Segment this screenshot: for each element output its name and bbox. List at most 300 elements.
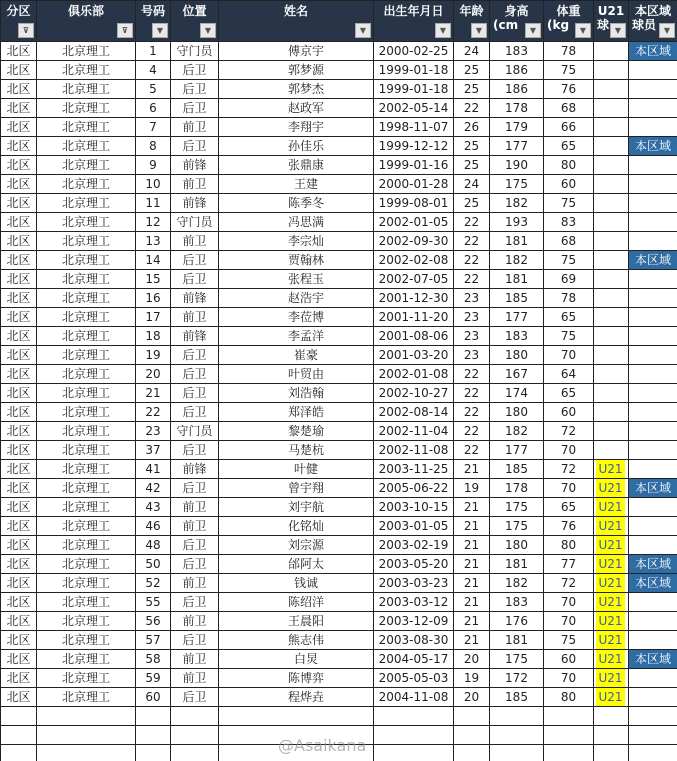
cell-local-player[interactable]: [629, 669, 677, 688]
cell-local-player[interactable]: [629, 422, 677, 441]
dropdown-icon[interactable]: ▼: [471, 23, 487, 38]
empty-cell[interactable]: [1, 745, 37, 761]
cell-number[interactable]: 58: [136, 650, 171, 669]
cell-position[interactable]: 前卫: [171, 612, 219, 631]
cell-position[interactable]: 后卫: [171, 593, 219, 612]
empty-cell[interactable]: [374, 707, 454, 726]
cell-u21[interactable]: [594, 612, 629, 631]
cell-birthdate[interactable]: 2005-06-22: [374, 479, 454, 498]
cell-club[interactable]: 北京理工: [37, 593, 136, 612]
cell-club[interactable]: 北京理工: [37, 99, 136, 118]
cell-position[interactable]: 前卫: [171, 517, 219, 536]
cell-region[interactable]: 北区: [1, 460, 37, 479]
cell-u21[interactable]: [594, 232, 629, 251]
cell-birthdate[interactable]: 2005-05-03: [374, 669, 454, 688]
cell-position[interactable]: 后卫: [171, 536, 219, 555]
cell-local-player[interactable]: [629, 365, 677, 384]
cell-age[interactable]: 22: [454, 422, 490, 441]
cell-u21[interactable]: [594, 593, 629, 612]
cell-age[interactable]: 22: [454, 270, 490, 289]
empty-cell[interactable]: [490, 745, 544, 761]
cell-u21[interactable]: [594, 403, 629, 422]
cell-weight[interactable]: 75: [544, 327, 594, 346]
cell-name[interactable]: 郑泽皓: [219, 403, 374, 422]
cell-birthdate[interactable]: 2002-07-05: [374, 270, 454, 289]
cell-weight[interactable]: 68: [544, 232, 594, 251]
cell-club[interactable]: 北京理工: [37, 80, 136, 99]
cell-club[interactable]: 北京理工: [37, 232, 136, 251]
empty-cell[interactable]: [219, 707, 374, 726]
cell-u21[interactable]: [594, 555, 629, 574]
cell-name[interactable]: 熊志伟: [219, 631, 374, 650]
cell-weight[interactable]: 70: [544, 593, 594, 612]
cell-name[interactable]: 冯思满: [219, 213, 374, 232]
cell-weight[interactable]: 80: [544, 688, 594, 707]
cell-local-player[interactable]: [629, 631, 677, 650]
cell-club[interactable]: 北京理工: [37, 42, 136, 61]
cell-name[interactable]: 刘宇航: [219, 498, 374, 517]
cell-position[interactable]: 后卫: [171, 61, 219, 80]
cell-local-player[interactable]: [629, 61, 677, 80]
cell-region[interactable]: 北区: [1, 156, 37, 175]
cell-height[interactable]: 180: [490, 403, 544, 422]
cell-weight[interactable]: 65: [544, 137, 594, 156]
cell-position[interactable]: 后卫: [171, 403, 219, 422]
cell-birthdate[interactable]: 1999-08-01: [374, 194, 454, 213]
cell-birthdate[interactable]: 2004-11-08: [374, 688, 454, 707]
cell-club[interactable]: 北京理工: [37, 251, 136, 270]
cell-name[interactable]: 程烨垚: [219, 688, 374, 707]
cell-height[interactable]: 178: [490, 479, 544, 498]
cell-position[interactable]: 后卫: [171, 365, 219, 384]
cell-region[interactable]: 北区: [1, 669, 37, 688]
cell-local-player[interactable]: [629, 99, 677, 118]
cell-weight[interactable]: 66: [544, 118, 594, 137]
cell-club[interactable]: 北京理工: [37, 365, 136, 384]
cell-birthdate[interactable]: 2003-11-25: [374, 460, 454, 479]
cell-u21[interactable]: [594, 327, 629, 346]
cell-club[interactable]: 北京理工: [37, 498, 136, 517]
cell-height[interactable]: 181: [490, 631, 544, 650]
cell-weight[interactable]: 78: [544, 289, 594, 308]
cell-weight[interactable]: 75: [544, 251, 594, 270]
cell-weight[interactable]: 72: [544, 574, 594, 593]
filter-icon[interactable]: ⊽: [117, 23, 133, 38]
cell-birthdate[interactable]: 2003-02-19: [374, 536, 454, 555]
cell-birthdate[interactable]: 1999-01-18: [374, 80, 454, 99]
cell-position[interactable]: 后卫: [171, 384, 219, 403]
cell-position[interactable]: 前卫: [171, 118, 219, 137]
dropdown-icon[interactable]: ▼: [200, 23, 216, 38]
cell-club[interactable]: 北京理工: [37, 175, 136, 194]
cell-position[interactable]: 后卫: [171, 346, 219, 365]
cell-number[interactable]: 59: [136, 669, 171, 688]
cell-local-player[interactable]: [629, 403, 677, 422]
cell-local-player[interactable]: [629, 650, 677, 669]
cell-age[interactable]: 20: [454, 688, 490, 707]
cell-region[interactable]: 北区: [1, 42, 37, 61]
cell-u21[interactable]: [594, 498, 629, 517]
cell-u21[interactable]: [594, 251, 629, 270]
cell-name[interactable]: 郭梦源: [219, 61, 374, 80]
cell-region[interactable]: 北区: [1, 232, 37, 251]
cell-club[interactable]: 北京理工: [37, 327, 136, 346]
cell-weight[interactable]: 80: [544, 536, 594, 555]
cell-region[interactable]: 北区: [1, 308, 37, 327]
cell-region[interactable]: 北区: [1, 688, 37, 707]
filter-icon[interactable]: ⊽: [18, 23, 34, 38]
cell-birthdate[interactable]: 2002-09-30: [374, 232, 454, 251]
cell-region[interactable]: 北区: [1, 593, 37, 612]
cell-weight[interactable]: 60: [544, 175, 594, 194]
cell-name[interactable]: 崔豪: [219, 346, 374, 365]
cell-weight[interactable]: 70: [544, 669, 594, 688]
cell-weight[interactable]: 80: [544, 156, 594, 175]
cell-age[interactable]: 25: [454, 194, 490, 213]
cell-local-player[interactable]: [629, 289, 677, 308]
cell-club[interactable]: 北京理工: [37, 289, 136, 308]
empty-cell[interactable]: [490, 726, 544, 745]
cell-position[interactable]: 前卫: [171, 650, 219, 669]
cell-number[interactable]: 5: [136, 80, 171, 99]
empty-cell[interactable]: [37, 726, 136, 745]
cell-u21[interactable]: [594, 365, 629, 384]
cell-position[interactable]: 前卫: [171, 308, 219, 327]
cell-club[interactable]: 北京理工: [37, 441, 136, 460]
cell-name[interactable]: 郭梦杰: [219, 80, 374, 99]
cell-weight[interactable]: 75: [544, 631, 594, 650]
cell-u21[interactable]: [594, 422, 629, 441]
cell-height[interactable]: 186: [490, 80, 544, 99]
cell-birthdate[interactable]: 2003-03-12: [374, 593, 454, 612]
cell-position[interactable]: 前锋: [171, 194, 219, 213]
cell-number[interactable]: 19: [136, 346, 171, 365]
cell-position[interactable]: 后卫: [171, 688, 219, 707]
cell-club[interactable]: 北京理工: [37, 631, 136, 650]
cell-region[interactable]: 北区: [1, 289, 37, 308]
cell-height[interactable]: 177: [490, 137, 544, 156]
cell-name[interactable]: 李翔宇: [219, 118, 374, 137]
cell-age[interactable]: 25: [454, 137, 490, 156]
cell-position[interactable]: 后卫: [171, 251, 219, 270]
cell-u21[interactable]: [594, 289, 629, 308]
empty-cell[interactable]: [629, 726, 677, 745]
cell-number[interactable]: 16: [136, 289, 171, 308]
cell-local-player[interactable]: [629, 175, 677, 194]
cell-birthdate[interactable]: 2001-12-30: [374, 289, 454, 308]
cell-height[interactable]: 178: [490, 99, 544, 118]
cell-birthdate[interactable]: 2001-11-20: [374, 308, 454, 327]
cell-club[interactable]: 北京理工: [37, 403, 136, 422]
cell-region[interactable]: 北区: [1, 574, 37, 593]
cell-height[interactable]: 172: [490, 669, 544, 688]
cell-age[interactable]: 22: [454, 365, 490, 384]
cell-age[interactable]: 26: [454, 118, 490, 137]
cell-position[interactable]: 前卫: [171, 574, 219, 593]
cell-position[interactable]: 前锋: [171, 460, 219, 479]
dropdown-icon[interactable]: ▼: [575, 23, 591, 38]
cell-u21[interactable]: [594, 536, 629, 555]
cell-club[interactable]: 北京理工: [37, 479, 136, 498]
cell-u21[interactable]: [594, 574, 629, 593]
cell-region[interactable]: 北区: [1, 346, 37, 365]
cell-weight[interactable]: 78: [544, 42, 594, 61]
cell-region[interactable]: 北区: [1, 213, 37, 232]
cell-height[interactable]: 185: [490, 289, 544, 308]
cell-number[interactable]: 52: [136, 574, 171, 593]
empty-cell[interactable]: [544, 726, 594, 745]
cell-age[interactable]: 22: [454, 99, 490, 118]
dropdown-icon[interactable]: ▼: [525, 23, 541, 38]
cell-u21[interactable]: [594, 175, 629, 194]
cell-age[interactable]: 23: [454, 327, 490, 346]
cell-position[interactable]: 后卫: [171, 270, 219, 289]
cell-local-player[interactable]: [629, 688, 677, 707]
cell-region[interactable]: 北区: [1, 327, 37, 346]
cell-birthdate[interactable]: 1999-01-18: [374, 61, 454, 80]
cell-u21[interactable]: [594, 213, 629, 232]
cell-age[interactable]: 24: [454, 42, 490, 61]
cell-name[interactable]: 李宗灿: [219, 232, 374, 251]
cell-age[interactable]: 22: [454, 213, 490, 232]
cell-height[interactable]: 177: [490, 308, 544, 327]
cell-height[interactable]: 193: [490, 213, 544, 232]
cell-number[interactable]: 13: [136, 232, 171, 251]
cell-u21[interactable]: [594, 99, 629, 118]
cell-age[interactable]: 24: [454, 175, 490, 194]
cell-local-player[interactable]: [629, 441, 677, 460]
cell-region[interactable]: 北区: [1, 61, 37, 80]
cell-local-player[interactable]: [629, 479, 677, 498]
cell-name[interactable]: 张鼎康: [219, 156, 374, 175]
cell-name[interactable]: 陈博弈: [219, 669, 374, 688]
empty-cell[interactable]: [454, 707, 490, 726]
cell-age[interactable]: 21: [454, 555, 490, 574]
cell-weight[interactable]: 70: [544, 441, 594, 460]
cell-position[interactable]: 后卫: [171, 137, 219, 156]
cell-number[interactable]: 14: [136, 251, 171, 270]
cell-number[interactable]: 48: [136, 536, 171, 555]
cell-position[interactable]: 后卫: [171, 479, 219, 498]
cell-club[interactable]: 北京理工: [37, 156, 136, 175]
cell-position[interactable]: 后卫: [171, 555, 219, 574]
cell-name[interactable]: 黎楚瑜: [219, 422, 374, 441]
cell-height[interactable]: 180: [490, 536, 544, 555]
cell-age[interactable]: 22: [454, 232, 490, 251]
empty-cell[interactable]: [544, 707, 594, 726]
cell-u21[interactable]: [594, 61, 629, 80]
cell-birthdate[interactable]: 2003-05-20: [374, 555, 454, 574]
cell-number[interactable]: 17: [136, 308, 171, 327]
cell-name[interactable]: 贾翰林: [219, 251, 374, 270]
cell-height[interactable]: 183: [490, 593, 544, 612]
cell-birthdate[interactable]: 2002-08-14: [374, 403, 454, 422]
cell-height[interactable]: 182: [490, 574, 544, 593]
cell-local-player[interactable]: [629, 460, 677, 479]
empty-cell[interactable]: [136, 707, 171, 726]
cell-region[interactable]: 北区: [1, 441, 37, 460]
cell-local-player[interactable]: [629, 384, 677, 403]
cell-position[interactable]: 前锋: [171, 327, 219, 346]
cell-position[interactable]: 后卫: [171, 80, 219, 99]
cell-u21[interactable]: [594, 650, 629, 669]
cell-height[interactable]: 176: [490, 612, 544, 631]
cell-number[interactable]: 4: [136, 61, 171, 80]
cell-name[interactable]: 王建: [219, 175, 374, 194]
cell-position[interactable]: 前卫: [171, 498, 219, 517]
cell-age[interactable]: 19: [454, 479, 490, 498]
cell-position[interactable]: 后卫: [171, 441, 219, 460]
cell-number[interactable]: 60: [136, 688, 171, 707]
cell-number[interactable]: 22: [136, 403, 171, 422]
cell-name[interactable]: 陈季冬: [219, 194, 374, 213]
cell-weight[interactable]: 70: [544, 612, 594, 631]
cell-name[interactable]: 叶健: [219, 460, 374, 479]
empty-cell[interactable]: [136, 726, 171, 745]
cell-club[interactable]: 北京理工: [37, 137, 136, 156]
cell-u21[interactable]: [594, 517, 629, 536]
cell-weight[interactable]: 75: [544, 61, 594, 80]
cell-weight[interactable]: 64: [544, 365, 594, 384]
cell-number[interactable]: 46: [136, 517, 171, 536]
cell-height[interactable]: 185: [490, 460, 544, 479]
cell-name[interactable]: 邰阿太: [219, 555, 374, 574]
cell-local-player[interactable]: [629, 137, 677, 156]
empty-cell[interactable]: [171, 726, 219, 745]
cell-number[interactable]: 37: [136, 441, 171, 460]
cell-name[interactable]: 赵政军: [219, 99, 374, 118]
cell-region[interactable]: 北区: [1, 270, 37, 289]
cell-age[interactable]: 22: [454, 384, 490, 403]
cell-region[interactable]: 北区: [1, 612, 37, 631]
cell-height[interactable]: 181: [490, 270, 544, 289]
cell-height[interactable]: 180: [490, 346, 544, 365]
cell-u21[interactable]: [594, 270, 629, 289]
dropdown-icon[interactable]: ▼: [355, 23, 371, 38]
cell-birthdate[interactable]: 2003-08-30: [374, 631, 454, 650]
cell-region[interactable]: 北区: [1, 422, 37, 441]
cell-local-player[interactable]: [629, 574, 677, 593]
cell-name[interactable]: 白炅: [219, 650, 374, 669]
cell-age[interactable]: 22: [454, 441, 490, 460]
cell-number[interactable]: 12: [136, 213, 171, 232]
cell-local-player[interactable]: [629, 593, 677, 612]
cell-weight[interactable]: 65: [544, 498, 594, 517]
cell-weight[interactable]: 65: [544, 308, 594, 327]
cell-birthdate[interactable]: 2003-01-05: [374, 517, 454, 536]
cell-height[interactable]: 175: [490, 175, 544, 194]
cell-number[interactable]: 18: [136, 327, 171, 346]
cell-position[interactable]: 前锋: [171, 289, 219, 308]
cell-u21[interactable]: [594, 346, 629, 365]
empty-cell[interactable]: [374, 726, 454, 745]
cell-number[interactable]: 42: [136, 479, 171, 498]
empty-cell[interactable]: [490, 707, 544, 726]
cell-height[interactable]: 185: [490, 688, 544, 707]
cell-number[interactable]: 43: [136, 498, 171, 517]
cell-region[interactable]: 北区: [1, 384, 37, 403]
cell-name[interactable]: 赵浩宇: [219, 289, 374, 308]
cell-u21[interactable]: [594, 42, 629, 61]
cell-height[interactable]: 174: [490, 384, 544, 403]
cell-birthdate[interactable]: 2002-02-08: [374, 251, 454, 270]
cell-age[interactable]: 21: [454, 574, 490, 593]
cell-region[interactable]: 北区: [1, 479, 37, 498]
cell-weight[interactable]: 69: [544, 270, 594, 289]
cell-weight[interactable]: 76: [544, 517, 594, 536]
cell-birthdate[interactable]: 1998-11-07: [374, 118, 454, 137]
cell-age[interactable]: 21: [454, 612, 490, 631]
cell-local-player[interactable]: [629, 517, 677, 536]
cell-position[interactable]: 后卫: [171, 631, 219, 650]
cell-local-player[interactable]: [629, 251, 677, 270]
cell-local-player[interactable]: [629, 536, 677, 555]
empty-cell[interactable]: [544, 745, 594, 761]
cell-number[interactable]: 41: [136, 460, 171, 479]
cell-birthdate[interactable]: 2002-01-05: [374, 213, 454, 232]
cell-birthdate[interactable]: 2002-01-08: [374, 365, 454, 384]
cell-weight[interactable]: 65: [544, 384, 594, 403]
cell-u21[interactable]: [594, 156, 629, 175]
cell-birthdate[interactable]: 2000-01-28: [374, 175, 454, 194]
cell-number[interactable]: 6: [136, 99, 171, 118]
cell-birthdate[interactable]: 2002-10-27: [374, 384, 454, 403]
empty-cell[interactable]: [374, 745, 454, 761]
cell-local-player[interactable]: [629, 118, 677, 137]
cell-u21[interactable]: [594, 80, 629, 99]
cell-age[interactable]: 19: [454, 669, 490, 688]
cell-weight[interactable]: 68: [544, 99, 594, 118]
cell-height[interactable]: 175: [490, 517, 544, 536]
cell-weight[interactable]: 60: [544, 650, 594, 669]
cell-age[interactable]: 21: [454, 593, 490, 612]
cell-region[interactable]: 北区: [1, 536, 37, 555]
cell-age[interactable]: 23: [454, 289, 490, 308]
cell-region[interactable]: 北区: [1, 99, 37, 118]
cell-weight[interactable]: 70: [544, 479, 594, 498]
cell-position[interactable]: 前卫: [171, 175, 219, 194]
cell-club[interactable]: 北京理工: [37, 669, 136, 688]
cell-age[interactable]: 25: [454, 80, 490, 99]
cell-u21[interactable]: [594, 669, 629, 688]
cell-region[interactable]: 北区: [1, 194, 37, 213]
cell-position[interactable]: 后卫: [171, 99, 219, 118]
cell-name[interactable]: 孙佳乐: [219, 137, 374, 156]
cell-local-player[interactable]: [629, 232, 677, 251]
cell-number[interactable]: 23: [136, 422, 171, 441]
cell-number[interactable]: 55: [136, 593, 171, 612]
dropdown-icon[interactable]: ▼: [659, 23, 675, 38]
cell-age[interactable]: 20: [454, 650, 490, 669]
cell-height[interactable]: 182: [490, 194, 544, 213]
cell-local-player[interactable]: [629, 498, 677, 517]
cell-region[interactable]: 北区: [1, 251, 37, 270]
cell-local-player[interactable]: [629, 327, 677, 346]
empty-cell[interactable]: [1, 726, 37, 745]
cell-u21[interactable]: [594, 460, 629, 479]
empty-cell[interactable]: [37, 707, 136, 726]
cell-weight[interactable]: 72: [544, 460, 594, 479]
cell-age[interactable]: 21: [454, 631, 490, 650]
empty-cell[interactable]: [171, 745, 219, 761]
cell-number[interactable]: 1: [136, 42, 171, 61]
cell-club[interactable]: 北京理工: [37, 688, 136, 707]
cell-height[interactable]: 181: [490, 555, 544, 574]
cell-number[interactable]: 10: [136, 175, 171, 194]
cell-region[interactable]: 北区: [1, 80, 37, 99]
cell-birthdate[interactable]: 1999-12-12: [374, 137, 454, 156]
cell-local-player[interactable]: [629, 612, 677, 631]
